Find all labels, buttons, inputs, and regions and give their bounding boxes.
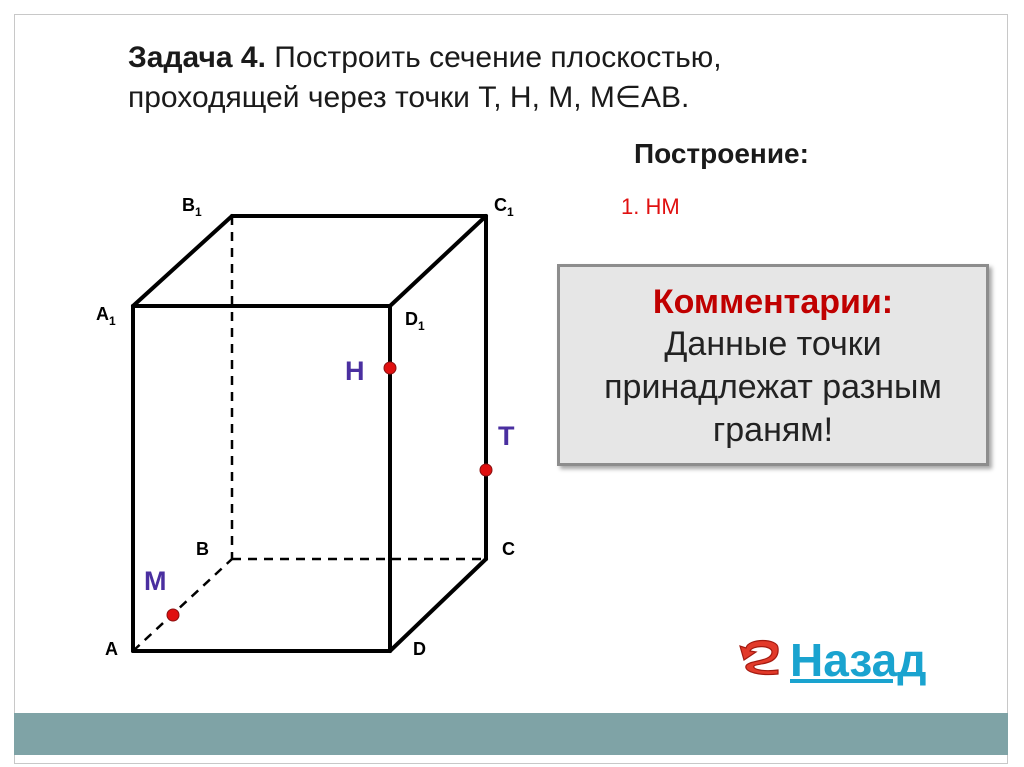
vertex-label-A: A [105,639,118,659]
point-H [384,362,396,374]
task-text-line2: проходящей через точки Т, Н, М, М∈АВ. [128,81,690,114]
comment-heading: Комментарии: [652,283,894,321]
vertex-label-D: D [413,639,426,659]
point-M [167,609,179,621]
vertex-label-B: B [196,539,209,559]
point-label-M: М [144,566,167,596]
back-link[interactable]: Назад [790,634,927,686]
task-text-line1: Построить сечение плоскостью, [265,41,722,74]
comment-body: Данные точки принадлежат разным граням! [604,325,942,449]
task-number: Задача 4. [128,41,266,74]
vertex-label-A1: $A_1$ [96,304,116,328]
edge-A1B1 [133,216,232,306]
edge-C1D1 [390,216,486,306]
point-T [480,464,492,476]
construction-step-1: 1. НМ [621,194,680,219]
point-label-H: Н [345,356,365,386]
vertex-label-C: C [502,539,515,559]
curved-back-arrow-icon[interactable] [734,636,784,684]
construction-heading: Построение: [634,138,809,169]
back-navigation[interactable] [734,633,926,687]
point-label-T: Т [498,421,515,451]
vertex-label-C1: $C_1$ [494,195,514,219]
vertex-label-D1: $D_1$ [405,309,425,333]
edge-DC [390,559,486,651]
vertex-label-B1: $B_1$ [182,195,202,219]
